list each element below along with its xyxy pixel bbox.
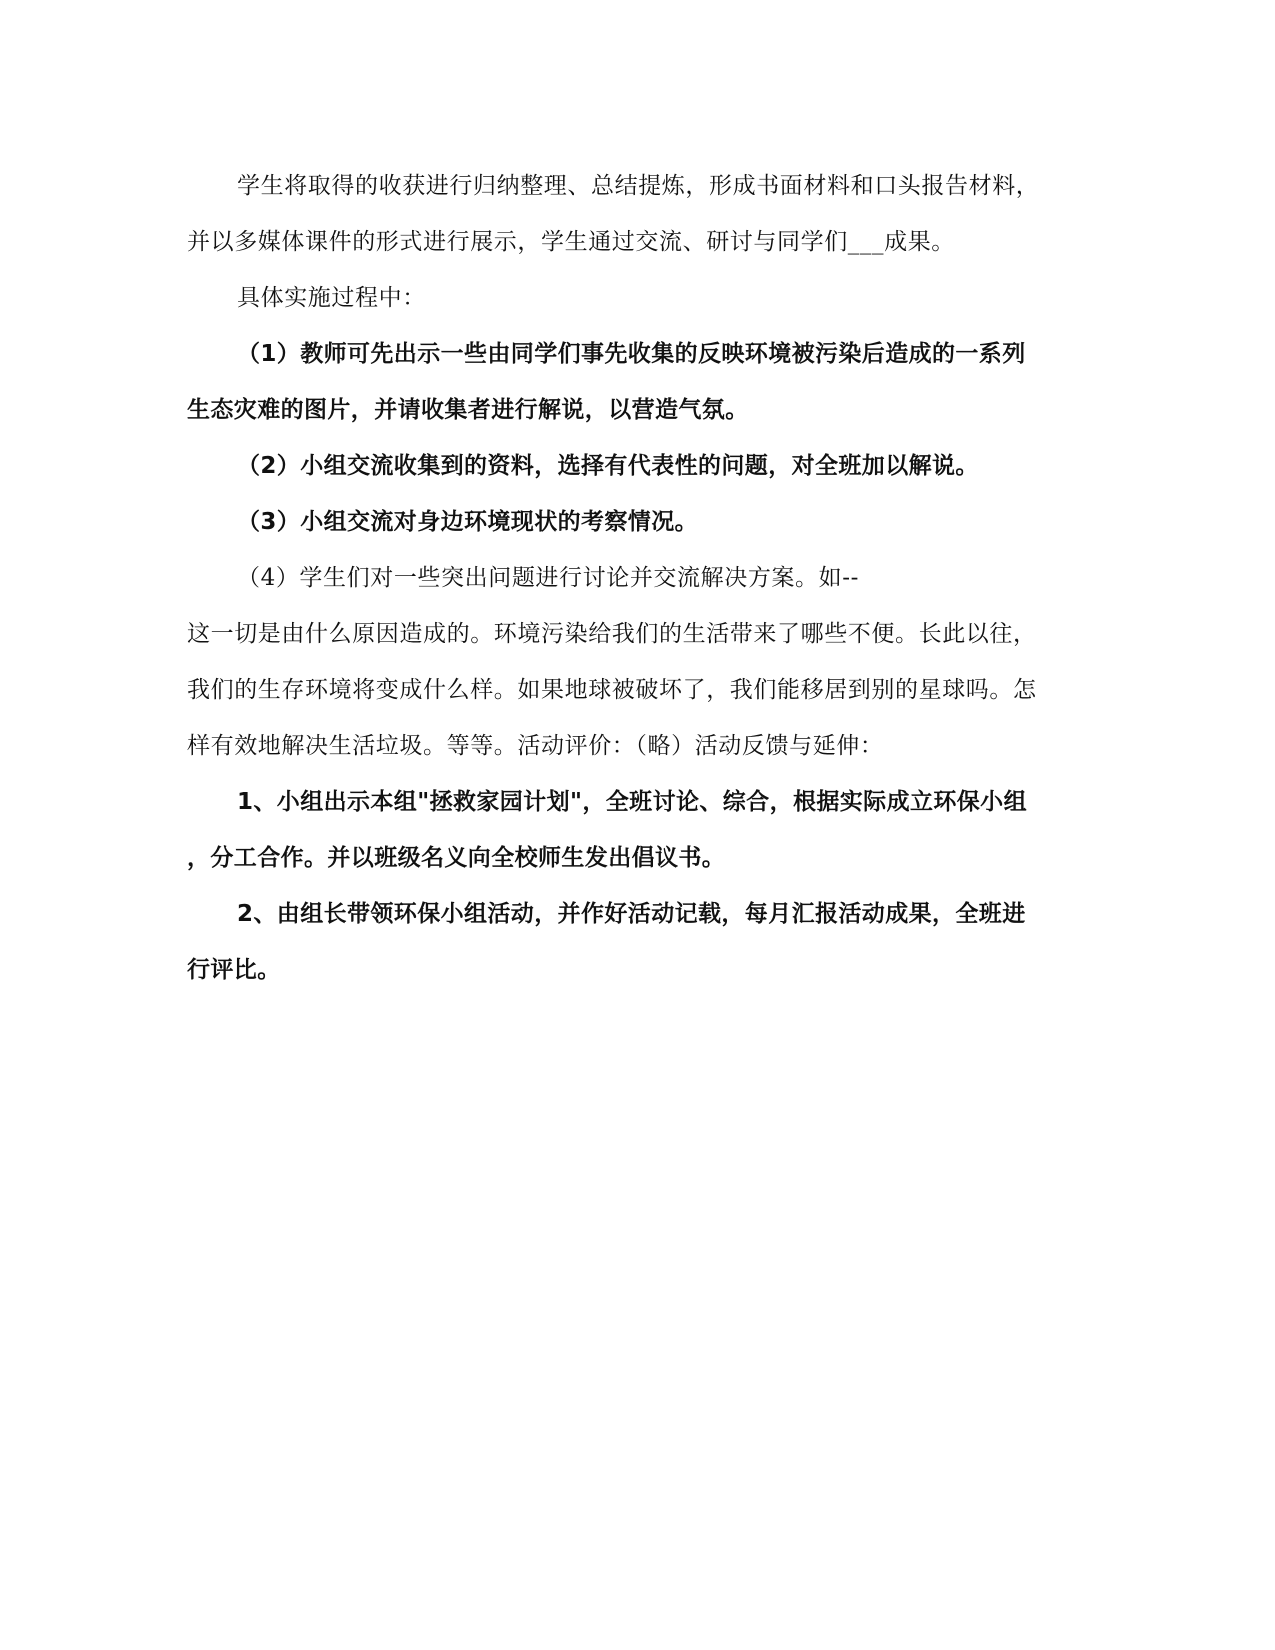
step-4-line-3: 我们的生存环境将变成什么样。如果地球被破坏了，我们能移居到别的星球吗。怎 (187, 677, 1037, 703)
step-1-line-1: （1）教师可先出示一些由同学们事先收集的反映环境被污染后造成的一系列 (237, 341, 1026, 367)
implementation-heading: 具体实施过程中： (237, 285, 426, 311)
step-2: （2）小组交流收集到的资料，选择有代表性的问题，对全班加以解说。 (237, 453, 979, 479)
extension-1-line-1: 1、小组出示本组"拯救家园计划"，全班讨论、综合，根据实际成立环保小组 (237, 789, 1027, 815)
extension-2-line-2: 行评比。 (187, 957, 281, 983)
step-1-line-2: 生态灾难的图片，并请收集者进行解说，以营造气氛。 (187, 397, 749, 423)
step-3: （3）小组交流对身边环境现状的考察情况。 (237, 509, 699, 535)
paragraph-summary-line-1: 学生将取得的收获进行归纳整理、总结提炼，形成书面材料和口头报告材料， (237, 173, 1040, 199)
extension-1-line-2: ，分工合作。并以班级名义向全校师生发出倡议书。 (187, 845, 726, 871)
step-4-line-4: 样有效地解决生活垃圾。等等。活动评价：（略）活动反馈与延伸： (187, 733, 884, 759)
extension-2-line-1: 2、由组长带领环保小组活动，并作好活动记载，每月汇报活动成果，全班进 (237, 901, 1026, 927)
paragraph-summary-line-2: 并以多媒体课件的形式进行展示，学生通过交流、研讨与同学们___成果。 (187, 229, 955, 255)
step-4-line-1: （4）学生们对一些突出问题进行讨论并交流解决方案。如-- (237, 565, 859, 591)
step-4-line-2: 这一切是由什么原因造成的。环境污染给我们的生活带来了哪些不便。长此以往， (187, 621, 1037, 647)
